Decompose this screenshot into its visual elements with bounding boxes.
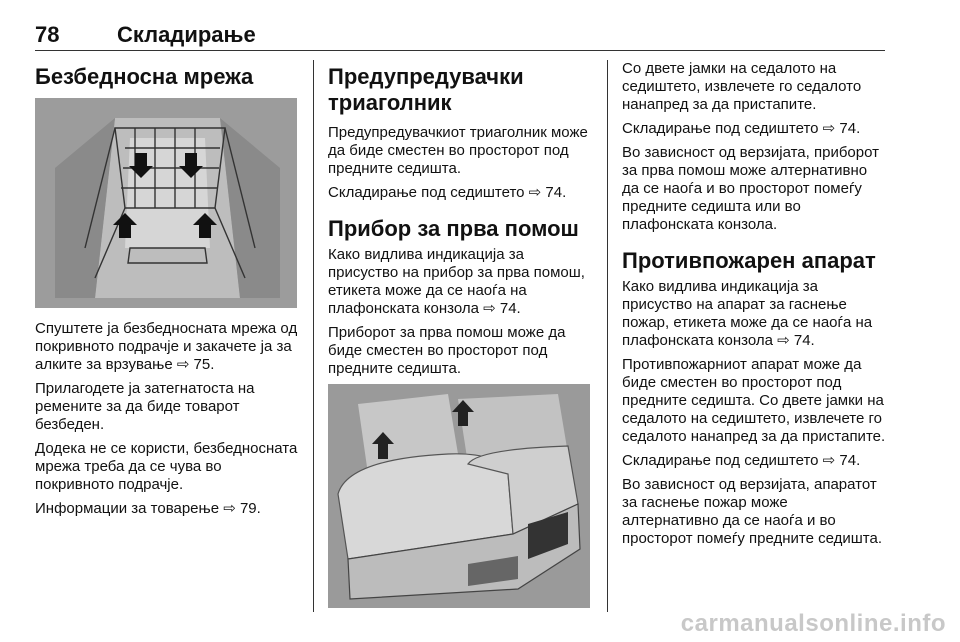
paragraph: Складирање под седиштето ⇨ 74.	[622, 120, 861, 137]
paragraph: Приборот за прва помош може да биде сместен во просторот под предните седишта.	[328, 324, 566, 377]
page-title: Складирање	[117, 22, 256, 47]
column-2	[328, 60, 590, 608]
watermark: carmanualsonline.info	[680, 610, 946, 637]
column-divider-1	[313, 60, 314, 612]
header-divider	[35, 50, 885, 51]
paragraph: Складирање под седиштето ⇨ 74.	[328, 184, 567, 201]
column-1	[35, 60, 300, 524]
cargo-net-illustration-icon	[35, 98, 297, 308]
page-number: 78	[35, 22, 60, 47]
section-heading-fire-extinguisher: Противпожарен апарат	[622, 248, 876, 273]
paragraph: Предупредувачкиот триаголник може да биде сместен во просторот под предните седишта.	[328, 124, 588, 177]
paragraph: Како видлива индикација за присуство на прибор за прва помош, етикета може да се наоѓа на плафонската конзола ⇨ 74.	[328, 246, 585, 317]
column-divider-2	[607, 60, 608, 612]
paragraph: Во зависност од верзијата, апаратот за гаснење пожар може алтернативно да се наоѓа и во просторот помеѓу предните седишта.	[622, 476, 882, 547]
paragraph: Во зависност од верзијата, приборот за прва помош може алтернативно да се наоѓа и во просторот помеѓу предните седишта или во плафонската конзола.	[622, 144, 879, 233]
section-heading-safety-net: Безбедносна мрежа	[35, 64, 254, 89]
column-3	[622, 60, 886, 554]
paragraph: Додека не се користи, безбедносната мрежа треба да се чува во покривното подрачје.	[35, 440, 298, 493]
paragraph: Складирање под седиштето ⇨ 74.	[622, 452, 861, 469]
section-heading-first-aid-kit: Прибор за прва помош	[328, 216, 579, 241]
seat-storage-illustration-icon	[328, 384, 590, 608]
paragraph: Прилагодете ја затегнатоста на ремените за да биде товарот безбеден.	[35, 380, 255, 433]
paragraph: Како видлива индикација за присуство на апарат за гаснење пожар, етикета може да се наоѓа на плафонската конзола ⇨ 74.	[622, 278, 873, 349]
paragraph: Со двете јамки на седалото на седиштето, извлечете го седалото нанапред за да пристапите.	[622, 60, 862, 113]
section-heading-warning-triangle: Предупредувачки триаголник	[328, 64, 524, 115]
paragraph: Противпожарниот апарат може да биде сместен во просторот под предните седишта. Со двете јамки на седалото на седиштето, извлечете го седалото нанапред за да пристапите.	[622, 356, 886, 445]
page-header	[35, 22, 885, 50]
paragraph: Информации за товарење ⇨ 79.	[35, 500, 261, 517]
paragraph: Спуштете ја безбедносната мрежа од покривното подрачје и закачете ја за алките за врзување ⇨ 75.	[35, 320, 298, 373]
